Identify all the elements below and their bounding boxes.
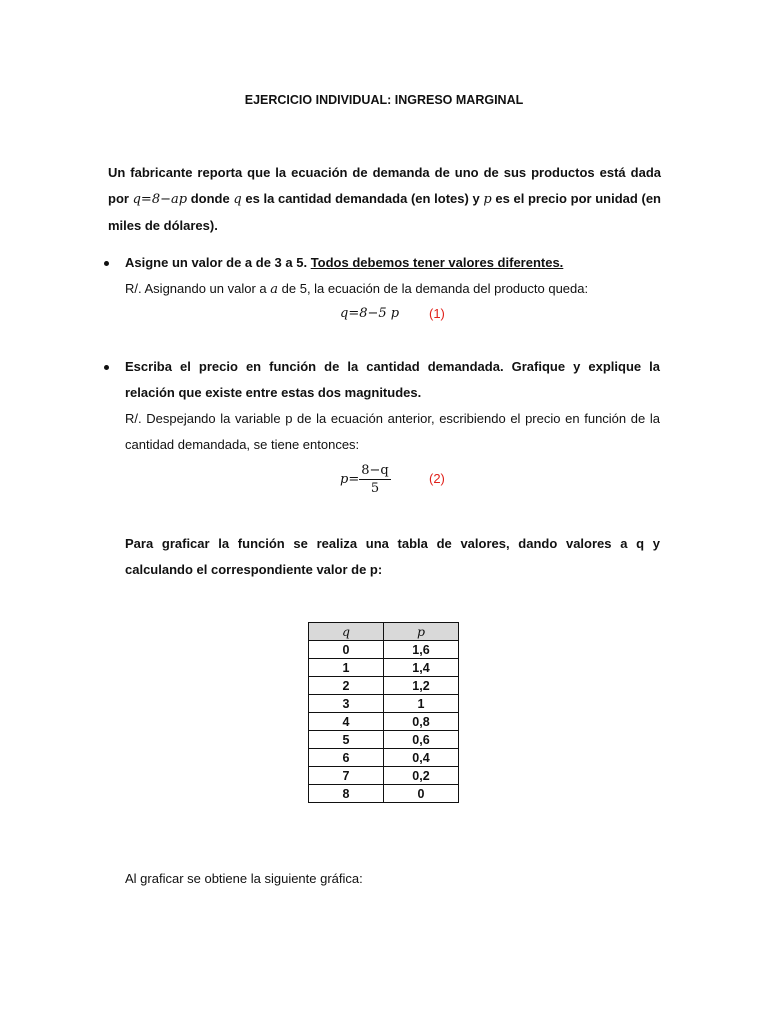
equation-1-text: q=8−5 p — [340, 306, 400, 321]
equation-2-numerator: 8−q — [361, 463, 389, 478]
graph-intro-text: Al graficar se obtiene la siguiente gráfica: — [125, 871, 363, 886]
table-cell-p: 0,8 — [384, 713, 459, 731]
bullet-icon — [104, 261, 112, 269]
table-row — [309, 659, 459, 677]
equation-2-number: (2) — [429, 471, 445, 486]
table-row — [309, 785, 459, 803]
equation-1 — [340, 306, 399, 321]
table-cell-p: 0,6 — [384, 731, 459, 749]
table-cell-p: 0 — [384, 785, 459, 803]
equation-2-denominator: 5 — [370, 481, 380, 496]
table-intro-text: Para graficar la función se realiza una tabla de valores, dando valores a q y calculando el correspondiente valor de p: — [125, 536, 660, 577]
table-cell-q: 4 — [309, 713, 384, 731]
intro-text-1: Un fabricante reporta que la ecuación de demanda de uno de sus productos está dada por — [108, 165, 661, 206]
item-1-question: Asigne un valor de a de 3 a 5. — [125, 255, 311, 270]
item-1 — [125, 250, 660, 303]
demand-equation-general: q=8−ap — [132, 192, 188, 207]
intro-text-2: donde — [187, 191, 234, 206]
intro-paragraph — [108, 160, 661, 239]
table-header-p: p — [384, 623, 459, 641]
table-cell-q: 2 — [309, 677, 384, 695]
table-row — [309, 641, 459, 659]
table-row — [309, 713, 459, 731]
table-cell-p: 0,2 — [384, 767, 459, 785]
table-cell-q: 5 — [309, 731, 384, 749]
table-cell-q: 3 — [309, 695, 384, 713]
table-cell-q: 8 — [309, 785, 384, 803]
table-row — [309, 731, 459, 749]
intro-text-4: es el precio por unidad (en miles de dólares). — [108, 191, 661, 233]
table-cell-p: 1,2 — [384, 677, 459, 695]
item-2 — [125, 354, 660, 458]
values-table — [308, 622, 459, 803]
equation-1-number: (1) — [429, 306, 445, 321]
equation-2 — [340, 463, 391, 496]
table-row — [309, 749, 459, 767]
table-header-q: q — [309, 623, 384, 641]
variable-p: p — [483, 192, 492, 207]
equation-2-lhs: p= — [340, 472, 360, 487]
table-row — [309, 767, 459, 785]
table-row — [309, 677, 459, 695]
item-2-answer: R/. Despejando la variable p de la ecuación anterior, escribiendo el precio en función de la cantidad demandada, se tiene entonces: — [125, 411, 660, 452]
item-1-answer-var: a — [270, 282, 279, 297]
item-2-question: Escriba el precio en función de la cantidad demandada. Grafique y explique la relación que existe entre estas dos magnitudes. — [125, 359, 660, 400]
table-row — [309, 695, 459, 713]
table-cell-q: 1 — [309, 659, 384, 677]
equation-2-fraction — [359, 463, 391, 496]
item-1-answer-post: de 5, la ecuación de la demanda del producto queda: — [278, 281, 589, 296]
table-cell-q: 7 — [309, 767, 384, 785]
intro-text-3: es la cantidad demandada (en lotes) y — [241, 191, 484, 206]
bullet-icon — [104, 365, 112, 373]
item-1-question-underlined: Todos debemos tener valores diferentes. — [310, 255, 564, 270]
table-cell-q: 0 — [309, 641, 384, 659]
table-cell-p: 0,4 — [384, 749, 459, 767]
variable-q: q — [233, 192, 242, 207]
page-title: EJERCICIO INDIVIDUAL: INGRESO MARGINAL — [244, 93, 524, 107]
table-header-row — [309, 623, 459, 641]
table-cell-p: 1,4 — [384, 659, 459, 677]
item-1-answer-pre: R/. Asignando un valor a — [125, 281, 271, 296]
table-cell-p: 1,6 — [384, 641, 459, 659]
table-cell-p: 1 — [384, 695, 459, 713]
table-cell-q: 6 — [309, 749, 384, 767]
